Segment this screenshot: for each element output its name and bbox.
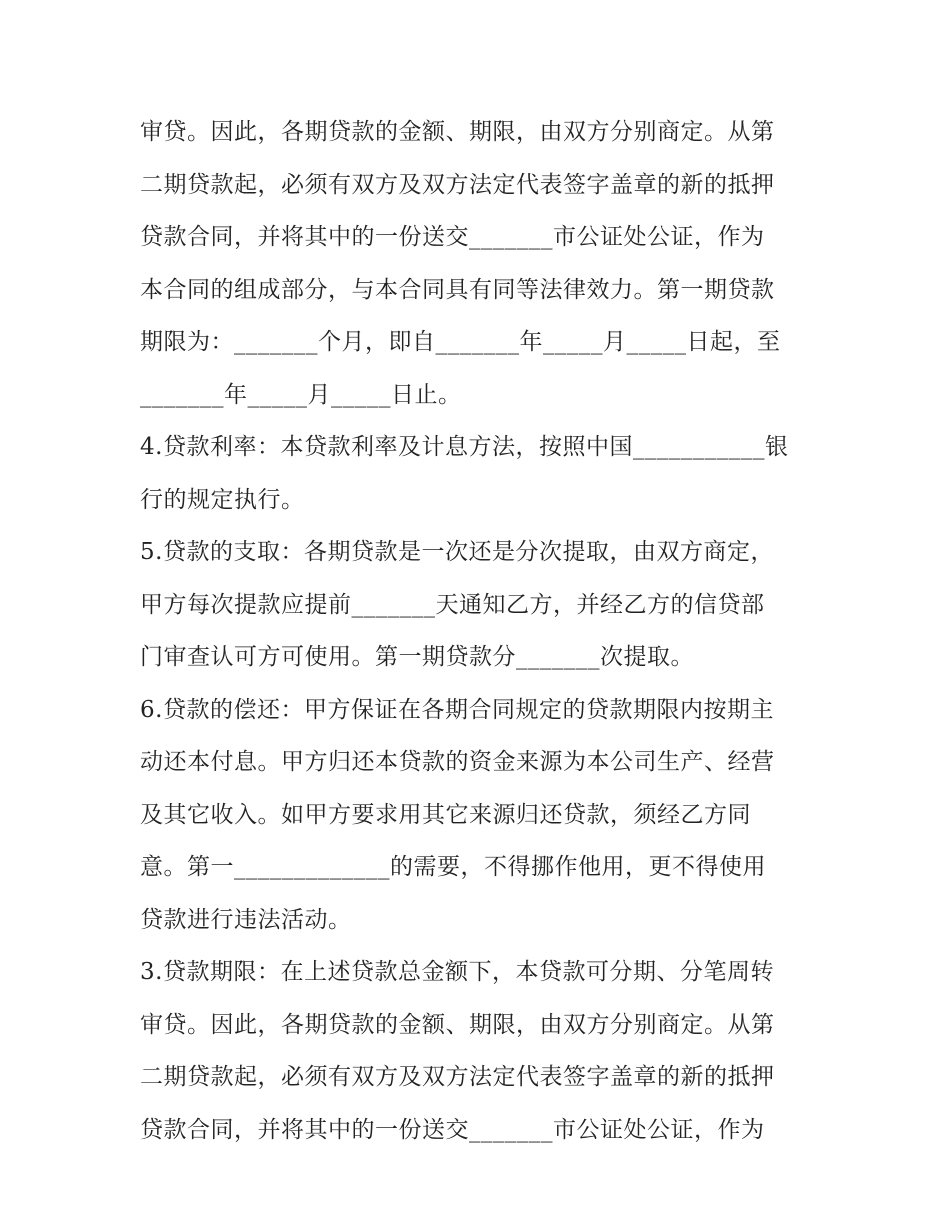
text-line: 及其它收入。如甲方要求用其它来源归还贷款，须经乙方同: [140, 801, 751, 828]
clause-5-line: 5.贷款的支取：各期贷款是一次还是分次提取，由双方商定，: [140, 539, 774, 565]
text-line: _______年_____月_____日止。: [140, 381, 462, 408]
text-line: 门审查认可方可使用。第一期贷款分_______次提取。: [140, 644, 694, 670]
text-line: 期限为：_______个月，即自_______年_____月_____日起，至: [140, 329, 781, 355]
document-body: [140, 106, 820, 1156]
clause-4-line: 4.贷款利率：本贷款利率及计息方法，按照中国___________银: [140, 434, 789, 460]
text-line: 二期贷款起，必须有双方及双方法定代表签字盖章的新的抵押: [140, 1064, 775, 1090]
text-line: 甲方每次提款应提前_______天通知乙方，并经乙方的信贷部: [140, 591, 765, 618]
clause-6-line: 6.贷款的偿还：甲方保证在各期合同规定的贷款期限内按期主: [140, 696, 774, 723]
text-line: 审贷。因此，各期贷款的金额、期限，由双方分别商定。从第: [140, 1011, 775, 1038]
text-line: 贷款合同，并将其中的一份送交_______市公证处公证，作为: [140, 224, 765, 250]
text-line: 意。第一_____________的需要，不得挪作他用，更不得使用: [140, 854, 766, 880]
text-line: 二期贷款起，必须有双方及双方法定代表签字盖章的新的抵押: [140, 171, 775, 198]
text-line: 贷款进行违法活动。: [140, 906, 352, 933]
text-line: 行的规定执行。: [140, 486, 305, 513]
text-line: 动还本付息。甲方归还本贷款的资金来源为本公司生产、经营: [140, 749, 775, 775]
text-line: 审贷。因此，各期贷款的金额、期限，由双方分别商定。从第: [140, 119, 775, 145]
clause-3-line: 3.贷款期限：在上述贷款总金额下，本贷款可分期、分笔周转: [140, 959, 774, 985]
text-line: 本合同的组成部分，与本合同具有同等法律效力。第一期贷款: [140, 276, 775, 303]
text-line: 贷款合同，并将其中的一份送交_______市公证处公证，作为: [140, 1116, 765, 1143]
